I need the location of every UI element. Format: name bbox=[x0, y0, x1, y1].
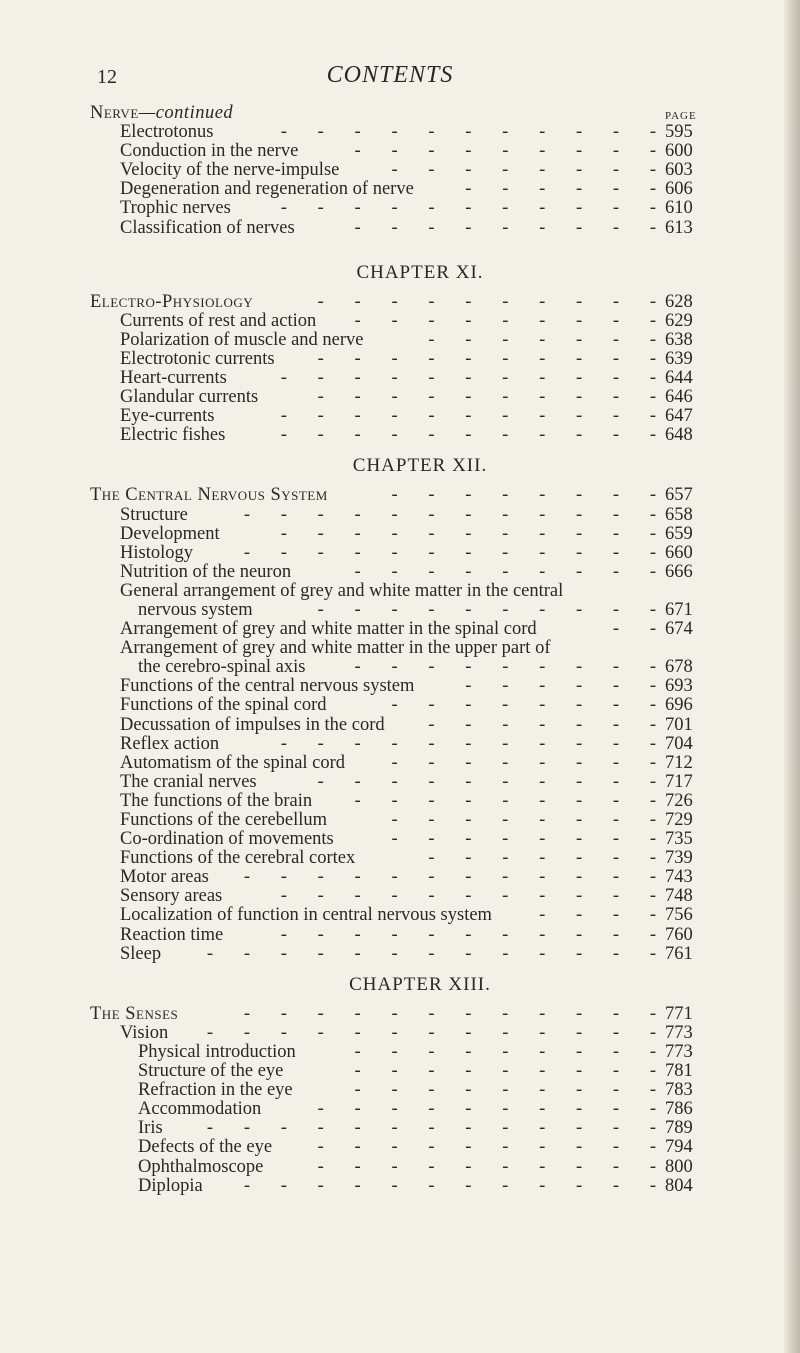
entry-page-number: 701 bbox=[665, 714, 693, 735]
toc-entry bbox=[0, 219, 780, 238]
entry-title: Functions of the cerebral cortex bbox=[120, 848, 356, 869]
entry-page-number: 739 bbox=[665, 848, 693, 869]
leader-dashes: - - - - - - - - - - bbox=[317, 349, 657, 369]
leader-dashes: - - - - - - - - - - bbox=[317, 1157, 657, 1177]
entry-title: Refraction in the eye bbox=[138, 1080, 293, 1101]
entry-title: Functions of the cerebellum bbox=[120, 810, 328, 830]
page-number: 12 bbox=[97, 66, 117, 88]
entry-title: Nerve—continued bbox=[90, 103, 234, 123]
entry-page-number: 726 bbox=[665, 790, 693, 811]
entry-page-number: 657 bbox=[665, 485, 693, 506]
leader-dashes: - - - - - - - bbox=[428, 849, 657, 869]
leader-dashes: - - - - - - - - - - - bbox=[280, 734, 657, 754]
toc-entry bbox=[0, 830, 780, 849]
toc-entry bbox=[0, 868, 780, 887]
leader-dashes: - - - - - - - - - bbox=[354, 142, 657, 162]
leader-dashes: - - bbox=[612, 620, 657, 640]
toc-entry bbox=[0, 1158, 780, 1177]
entry-page-number: 658 bbox=[665, 504, 693, 525]
entry-title: Arrangement of grey and white matter in the spinal cord bbox=[120, 619, 537, 640]
leader-dashes: - - - - - - - - - bbox=[354, 1062, 657, 1082]
entry-title: Co-ordination of movements bbox=[120, 829, 334, 850]
entry-page-number: 628 bbox=[665, 291, 693, 312]
entry-title: Electro-Physiology bbox=[90, 291, 254, 312]
toc-entry bbox=[0, 104, 780, 123]
toc-entry bbox=[0, 906, 780, 925]
entry-title: Classification of nerves bbox=[120, 217, 295, 238]
leader-dashes: - - - - - - - - - - - bbox=[280, 925, 657, 945]
entry-page-number: 646 bbox=[665, 387, 693, 408]
toc-entry bbox=[0, 1043, 780, 1062]
entry-title: Conduction in the nerve bbox=[120, 141, 299, 162]
toc-entry bbox=[0, 563, 780, 582]
entry-title: Decussation of impulses in the cord bbox=[120, 714, 385, 735]
entry-page-number: 674 bbox=[665, 619, 693, 640]
toc-entry bbox=[0, 426, 780, 445]
entry-title: Iris bbox=[138, 1118, 163, 1139]
toc-entry bbox=[0, 331, 780, 350]
toc-entry bbox=[0, 161, 780, 180]
entry-title: Electric fishes bbox=[120, 425, 226, 446]
entry-title: Sleep bbox=[120, 943, 162, 964]
entry-title: Eye-currents bbox=[120, 406, 215, 427]
leader-dashes: - - - - - - - - - - - bbox=[280, 426, 657, 446]
leader-dashes: - - - - - - - - - - - bbox=[280, 123, 657, 143]
toc-entry bbox=[0, 945, 780, 964]
entry-page-number: 666 bbox=[665, 561, 693, 582]
toc-entry bbox=[0, 849, 780, 868]
entry-page-number: 783 bbox=[665, 1080, 693, 1101]
entry-page-number: 678 bbox=[665, 657, 693, 678]
leader-dashes: - - - - - - - - - - - bbox=[280, 407, 657, 427]
toc-entry bbox=[0, 123, 780, 142]
toc-entry bbox=[0, 1062, 780, 1081]
entry-page-number: 638 bbox=[665, 329, 693, 350]
entry-title: Electrotonic currents bbox=[120, 348, 275, 369]
entry-page-number: 794 bbox=[665, 1137, 693, 1158]
leader-dashes: - - - - - - - - - - bbox=[317, 772, 657, 792]
leader-dashes: - - - - - - - bbox=[428, 715, 657, 735]
leader-dashes: - - - - - - - - - - - - bbox=[243, 1004, 657, 1024]
entry-page-number: 610 bbox=[665, 198, 693, 219]
entry-page-number: 606 bbox=[665, 179, 693, 200]
entry-page-number: 704 bbox=[665, 733, 693, 754]
leader-dashes: - - - - - - - - - - - bbox=[280, 887, 657, 907]
toc-entry bbox=[0, 1138, 780, 1157]
toc-entry bbox=[0, 677, 780, 696]
toc-entry bbox=[0, 350, 780, 369]
leader-dashes: - - - - - - - - bbox=[391, 486, 657, 506]
entry-page-number: 603 bbox=[665, 160, 693, 181]
toc-entry bbox=[0, 620, 780, 639]
entry-page-number: 760 bbox=[665, 924, 693, 945]
leader-dashes: - - - - - - - - - - - - - bbox=[206, 1023, 657, 1043]
entry-title: Trophic nerves bbox=[120, 198, 231, 219]
leader-dashes: - - - - - - - - - - - bbox=[280, 524, 657, 544]
entry-title: Vision bbox=[120, 1022, 169, 1043]
leader-dashes: - - - - - - - - bbox=[391, 161, 657, 181]
toc-entry bbox=[0, 199, 780, 218]
entry-title: Functions of the central nervous system bbox=[120, 676, 415, 697]
entry-page-number: 735 bbox=[665, 829, 693, 850]
entry-title: Histology bbox=[120, 542, 193, 563]
entry-title: Electrotonus bbox=[120, 122, 214, 143]
toc-entry bbox=[0, 716, 780, 735]
entry-title: Automatism of the spinal cord bbox=[120, 752, 346, 773]
toc-entry bbox=[0, 388, 780, 407]
entry-page-number: 639 bbox=[665, 348, 693, 369]
leader-dashes: - - - - - - - - - bbox=[354, 658, 657, 678]
entry-title: Sensory areas bbox=[120, 886, 223, 907]
leader-dashes: - - - - bbox=[539, 906, 657, 926]
entry-page-number: 671 bbox=[665, 599, 693, 620]
leader-dashes: - - - - - - - - - bbox=[354, 791, 657, 811]
leader-dashes: - - - - - - - - - bbox=[354, 218, 657, 238]
entry-title: Motor areas bbox=[120, 867, 209, 888]
leader-dashes: - - - - - - - - - bbox=[354, 311, 657, 331]
entry-page-number: 647 bbox=[665, 406, 693, 427]
leader-dashes: - - - - - - bbox=[465, 180, 657, 200]
entry-title: Ophthalmoscope bbox=[138, 1156, 264, 1177]
toc-entry bbox=[0, 293, 780, 312]
leader-dashes: - - - - - - - - - bbox=[354, 562, 657, 582]
leader-dashes: - - - - - - - - - - bbox=[317, 1138, 657, 1158]
leader-dashes: - - - - - - - - - - - bbox=[280, 199, 657, 219]
entry-page-number: 743 bbox=[665, 867, 693, 888]
entry-title: Velocity of the nerve-impulse bbox=[120, 160, 340, 181]
entry-page-number: 696 bbox=[665, 695, 693, 716]
chapter-heading: CHAPTER XII. bbox=[352, 455, 488, 477]
leader-dashes: - - - - - - - - bbox=[391, 811, 657, 830]
entry-continued-label: —continued bbox=[138, 103, 234, 123]
leader-dashes: - - - - - - - - - - - bbox=[280, 369, 657, 389]
running-title: CONTENTS bbox=[326, 62, 454, 88]
entry-page-number: 659 bbox=[665, 523, 693, 544]
toc-entry bbox=[0, 887, 780, 906]
leader-dashes: - - - - - - - - bbox=[391, 830, 657, 850]
entry-title: the cerebro-spinal axis bbox=[138, 657, 306, 678]
running-head bbox=[0, 62, 780, 92]
toc-entry bbox=[0, 369, 780, 388]
toc-entry bbox=[0, 582, 780, 601]
entry-title: nervous system bbox=[138, 599, 253, 620]
toc-entry bbox=[0, 696, 780, 715]
toc-entry bbox=[0, 1005, 780, 1024]
entry-title: Currents of rest and action bbox=[120, 310, 317, 331]
leader-dashes: - - - - - - - - - bbox=[354, 1081, 657, 1101]
entry-title: Localization of function in central nervous system bbox=[120, 905, 492, 926]
entry-page-number: 773 bbox=[665, 1041, 693, 1062]
leader-dashes: - - - - - - - - - - bbox=[317, 292, 657, 312]
entry-page-number: 693 bbox=[665, 676, 693, 697]
toc-entry bbox=[0, 544, 780, 563]
toc-entry bbox=[0, 926, 780, 945]
toc-entry bbox=[0, 312, 780, 331]
toc-entry bbox=[0, 180, 780, 199]
toc-entry bbox=[0, 639, 780, 658]
entry-page-number: 712 bbox=[665, 752, 693, 773]
entry-title: Reaction time bbox=[120, 924, 224, 945]
page-column-label: PAGE bbox=[665, 110, 697, 122]
leader-dashes: - - - - - - - - - - - - - bbox=[206, 1119, 657, 1139]
entry-page-number: 773 bbox=[665, 1022, 693, 1043]
entry-page-number: 717 bbox=[665, 771, 693, 792]
entry-title: Functions of the spinal cord bbox=[120, 695, 327, 716]
entry-title: Degeneration and regeneration of nerve bbox=[120, 179, 414, 200]
entry-title: The functions of the brain bbox=[120, 790, 313, 811]
chapter-heading: CHAPTER XI. bbox=[356, 261, 484, 283]
toc-entry bbox=[0, 754, 780, 773]
entry-page-number: 800 bbox=[665, 1156, 693, 1177]
entry-title: Reflex action bbox=[120, 733, 220, 754]
entry-page-number: 600 bbox=[665, 141, 693, 162]
entry-title: Defects of the eye bbox=[138, 1137, 273, 1158]
entry-page-number: 756 bbox=[665, 905, 693, 926]
entry-title: The Senses bbox=[90, 1003, 179, 1024]
entry-title: Polarization of muscle and nerve bbox=[120, 329, 364, 350]
leader-dashes: - - - - - - - - - - - - bbox=[243, 868, 657, 888]
toc-entry bbox=[0, 486, 780, 505]
entry-page-number: 761 bbox=[665, 943, 693, 964]
entry-title: Physical introduction bbox=[138, 1041, 296, 1062]
entry-page-number: 771 bbox=[665, 1003, 693, 1024]
page-edge bbox=[784, 0, 800, 1353]
table-of-contents bbox=[0, 104, 780, 1196]
leader-dashes: - - - - - - - - bbox=[391, 696, 657, 716]
entry-page-number: 644 bbox=[665, 368, 693, 389]
entry-page-number: 660 bbox=[665, 542, 693, 563]
entry-title: Diplopia bbox=[138, 1175, 203, 1196]
entry-page-number: 729 bbox=[665, 810, 693, 830]
entry-page-number: 648 bbox=[665, 425, 693, 446]
entry-title: Development bbox=[120, 523, 220, 544]
entry-title: Nutrition of the neuron bbox=[120, 561, 292, 582]
toc-entry bbox=[0, 1177, 780, 1196]
leader-dashes: - - - - - - - - - - - - - bbox=[206, 944, 657, 964]
entry-title: General arrangement of grey and white matter in the central bbox=[120, 580, 564, 601]
toc-entry bbox=[0, 792, 780, 811]
entry-page-number: 789 bbox=[665, 1118, 693, 1139]
entry-page-number: 786 bbox=[665, 1099, 693, 1120]
entry-page-number: 595 bbox=[665, 122, 693, 143]
leader-dashes: - - - - - - - - - - bbox=[317, 1100, 657, 1120]
toc-entry bbox=[0, 1024, 780, 1043]
leader-dashes: - - - - - - - - - bbox=[354, 1042, 657, 1062]
leader-dashes: - - - - - - - - - - - - bbox=[243, 1176, 657, 1196]
toc-entry bbox=[0, 1119, 780, 1138]
entry-page-number: 781 bbox=[665, 1061, 693, 1082]
leader-dashes: - - - - - - - bbox=[428, 330, 657, 350]
entry-title: Accommodation bbox=[138, 1099, 262, 1120]
entry-title: Heart-currents bbox=[120, 368, 227, 389]
entry-title: Arrangement of grey and white matter in the upper part of bbox=[120, 638, 551, 659]
toc-entry bbox=[0, 1100, 780, 1119]
toc-entry bbox=[0, 407, 780, 426]
entry-page-number: 613 bbox=[665, 217, 693, 238]
toc-entry bbox=[0, 735, 780, 754]
toc-entry bbox=[0, 142, 780, 161]
leader-dashes: - - - - - - - - - - bbox=[317, 388, 657, 408]
entry-title: The cranial nerves bbox=[120, 771, 257, 792]
leader-dashes: - - - - - - - - - - bbox=[317, 600, 657, 620]
entry-title: Glandular currents bbox=[120, 387, 259, 408]
toc-entry bbox=[0, 506, 780, 525]
toc-entry bbox=[0, 601, 780, 620]
entry-page-number: 748 bbox=[665, 886, 693, 907]
toc-entry bbox=[0, 658, 780, 677]
leader-dashes: - - - - - - - - bbox=[391, 753, 657, 773]
toc-entry bbox=[0, 525, 780, 544]
entry-page-number: 804 bbox=[665, 1175, 693, 1196]
leader-dashes: - - - - - - - - - - - - bbox=[243, 505, 657, 525]
toc-entry bbox=[0, 773, 780, 792]
entry-title: Structure bbox=[120, 504, 188, 525]
entry-title: The Central Nervous System bbox=[90, 485, 328, 506]
toc-entry bbox=[0, 1081, 780, 1100]
entry-title: Structure of the eye bbox=[138, 1061, 284, 1082]
entry-page-number: 629 bbox=[665, 310, 693, 331]
leader-dashes: - - - - - - - - - - - - bbox=[243, 543, 657, 563]
chapter-heading: CHAPTER XIII. bbox=[349, 973, 491, 995]
toc-entry bbox=[0, 811, 780, 830]
leader-dashes: - - - - - - bbox=[465, 677, 657, 697]
